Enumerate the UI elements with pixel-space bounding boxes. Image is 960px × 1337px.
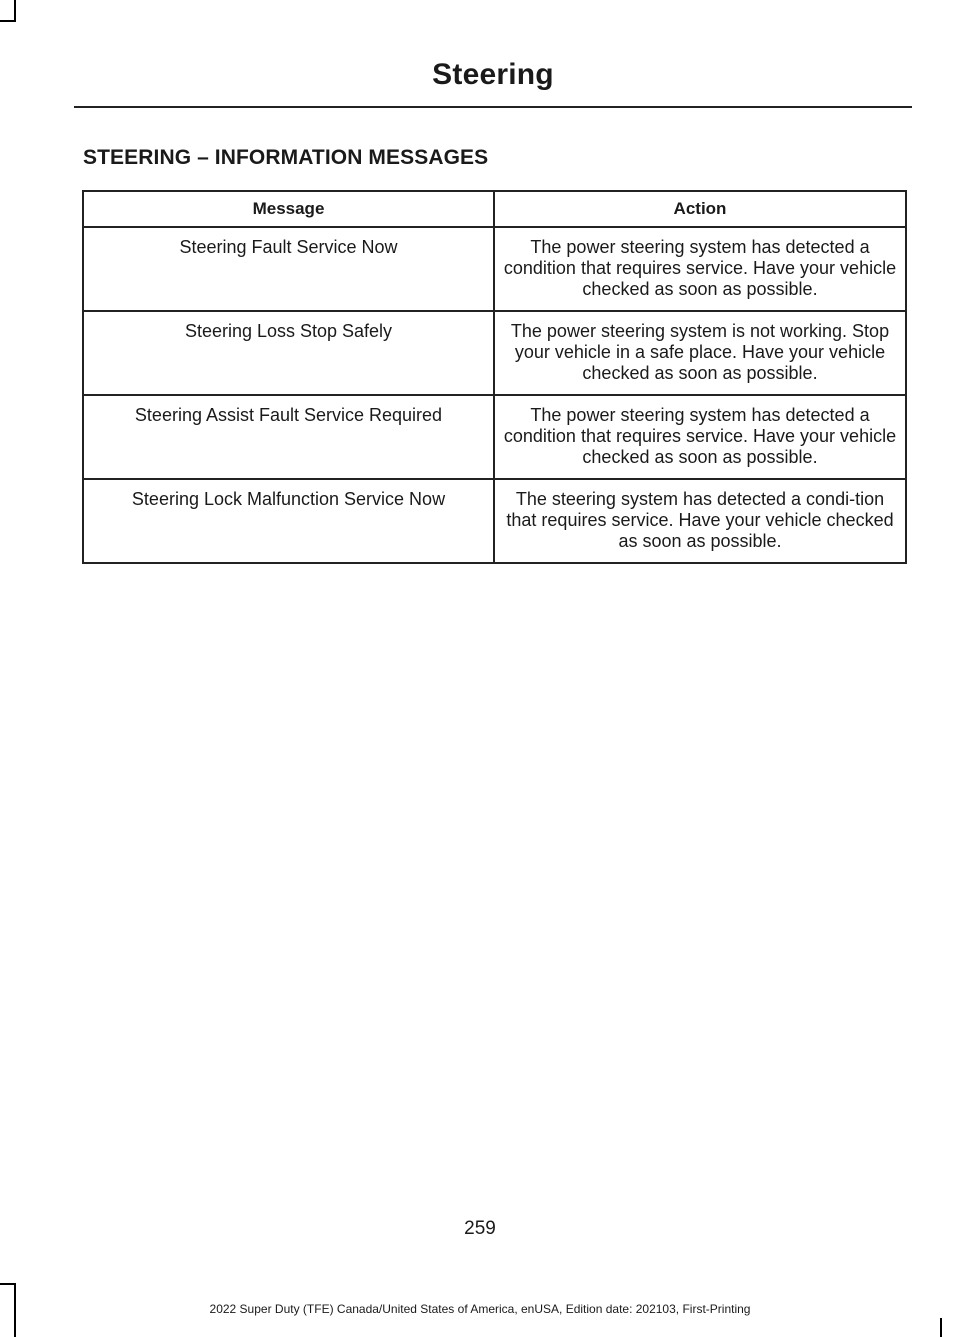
crop-mark — [0, 1283, 16, 1285]
message-cell: Steering Fault Service Now — [83, 227, 494, 311]
page-heading: STEERING – INFORMATION MESSAGES — [83, 146, 489, 169]
column-header-message: Message — [83, 191, 494, 227]
action-cell: The power steering system has detected a condition that requires service. Have your vehicle checked as soon as possible. — [494, 227, 906, 311]
action-cell: The power steering system is not working. Stop your vehicle in a safe place. Have your vehicle checked as soon as possible. — [494, 311, 906, 395]
table-row — [83, 311, 906, 395]
crop-mark — [940, 1318, 942, 1337]
section-header: Steering — [432, 58, 554, 91]
message-cell: Steering Assist Fault Service Required — [83, 395, 494, 479]
table-row — [83, 479, 906, 563]
crop-mark — [14, 0, 16, 22]
crop-mark — [0, 20, 16, 22]
header-divider — [74, 106, 912, 108]
table-row — [83, 395, 906, 479]
message-cell: Steering Loss Stop Safely — [83, 311, 494, 395]
action-cell: The power steering system has detected a condition that requires service. Have your vehicle checked as soon as possible. — [494, 395, 906, 479]
table-row — [83, 227, 906, 311]
column-header-action: Action — [494, 191, 906, 227]
page-number: 259 — [464, 1218, 496, 1239]
message-cell: Steering Lock Malfunction Service Now — [83, 479, 494, 563]
table-header-row — [83, 191, 906, 227]
information-messages-table — [82, 190, 907, 564]
action-cell: The steering system has detected a condi-tion that requires service. Have your vehicle checked as soon as possible. — [494, 479, 906, 563]
edition-footer: 2022 Super Duty (TFE) Canada/United States of America, enUSA, Edition date: 202103, First-Printing — [209, 1302, 751, 1316]
